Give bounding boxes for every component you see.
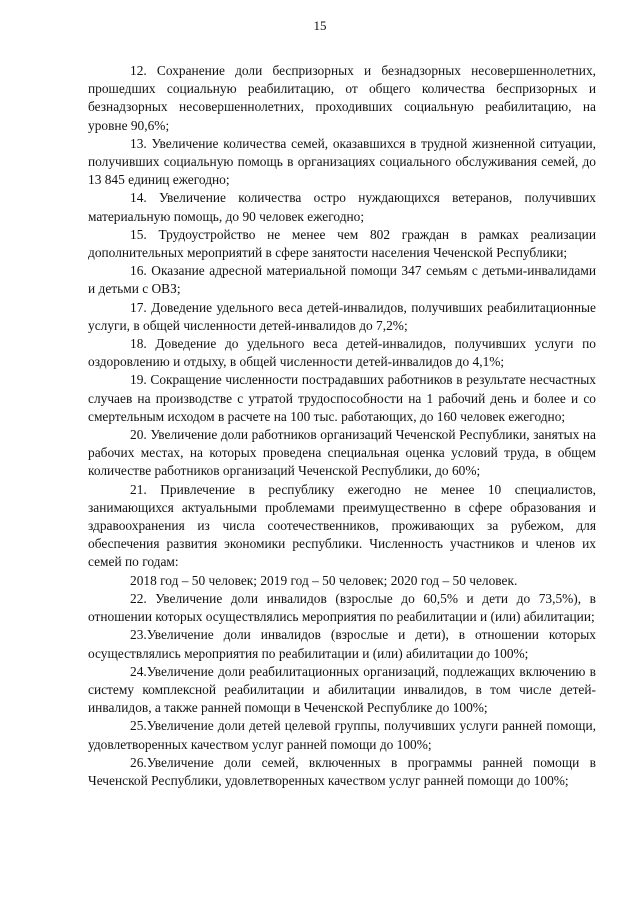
paragraph-years-list: 2018 год – 50 человек; 2019 год – 50 человек; 2020 год – 50 человек. [130, 572, 518, 588]
paragraph-item-17: 17. Доведение удельного веса детей-инвалидов, получивших реабилитационные услуги, в общей численности детей-инвалидов до 7,2%; [88, 299, 596, 333]
paragraph-item-25: 25.Увеличение доли детей целевой группы, получивших услуги ранней помощи, удовлетворенных качеством услуг ранней помощи до 100%; [88, 718, 596, 752]
document-body [88, 62, 596, 790]
paragraph-item-24: 24.Увеличение доли реабилитационных организаций, подлежащих включению в систему комплексной реабилитации и абилитации инвалидов, в том числе детей-инвалидов, а также ранней помощи в Чеченской Республике до 100%; [88, 663, 596, 716]
paragraph-item-16: 16. Оказание адресной материальной помощи 347 семьям с детьми-инвалидами и детьми с ОВЗ; [88, 263, 596, 297]
paragraph-item-18: 18. Доведение до удельного веса детей-инвалидов, получивших услуги по оздоровлению и отдыху, в общей численности детей-инвалидов до 4,1%; [88, 336, 596, 370]
paragraph-item-13: 13. Увеличение количества семей, оказавшихся в трудной жизненной ситуации, получивших социальную помощь в организациях социального обслуживания семей, до 13 845 единиц ежегодно; [88, 135, 596, 188]
paragraph-item-26: 26.Увеличение доли семей, включенных в программы ранней помощи в Чеченской Республики, удовлетворенных качеством услуг ранней помощи до 100%; [88, 754, 596, 788]
paragraph-item-23: 23.Увеличение доли инвалидов (взрослые и дети), в отношении которых осуществлялись мероприятия по реабилитации и (или) абилитации до 100%; [88, 627, 596, 661]
paragraph-item-14: 14. Увеличение количества остро нуждающихся ветеранов, получивших материальную помощь, до 90 человек ежегодно; [88, 190, 596, 224]
paragraph-item-15: 15. Трудоустройство не менее чем 802 граждан в рамках реализации дополнительных мероприятий в сфере занятости населения Чеченской Республики; [88, 226, 596, 261]
paragraph-item-22: 22. Увеличение доли инвалидов (взрослые до 60,5% и дети до 73,5%), в отношении которых осуществлялись мероприятия по реабилитации и (или) абилитации; [88, 590, 596, 625]
page-number: 15 [313, 18, 327, 33]
paragraph-item-21: 21. Привлечение в республику ежегодно не менее 10 специалистов, занимающихся актуальными проблемами преимущественно в сфере образования и здравоохранения из числа соотечественников, проживающих за рубежом, для обеспечения развития экономики республики. Численность участников и членов их семей по годам: [88, 481, 596, 570]
paragraph-item-19: 19. Сокращение численности пострадавших работников в результате несчастных случаев на производстве с утратой трудоспособности на 1 рабочий день и более и со смертельным исходом в расчете на 100 тыс. работающих, до 160 человек ежегодно; [88, 372, 596, 424]
paragraph-item-20: 20. Увеличение доли работников организаций Чеченской Республики, занятых на рабочих местах, на которых проведена специальная оценка условий труда, в общем количестве работников организаций Чеченской Республики, до 60%; [88, 427, 596, 479]
paragraph-item-12: 12. Сохранение доли беспризорных и безнадзорных несовершеннолетних, прошедших социальную реабилитацию, от общего количества беспризорных и безнадзорных несовершеннолетних, проходивших социальную реабилитацию, на уровне 90,6%; [88, 63, 596, 133]
